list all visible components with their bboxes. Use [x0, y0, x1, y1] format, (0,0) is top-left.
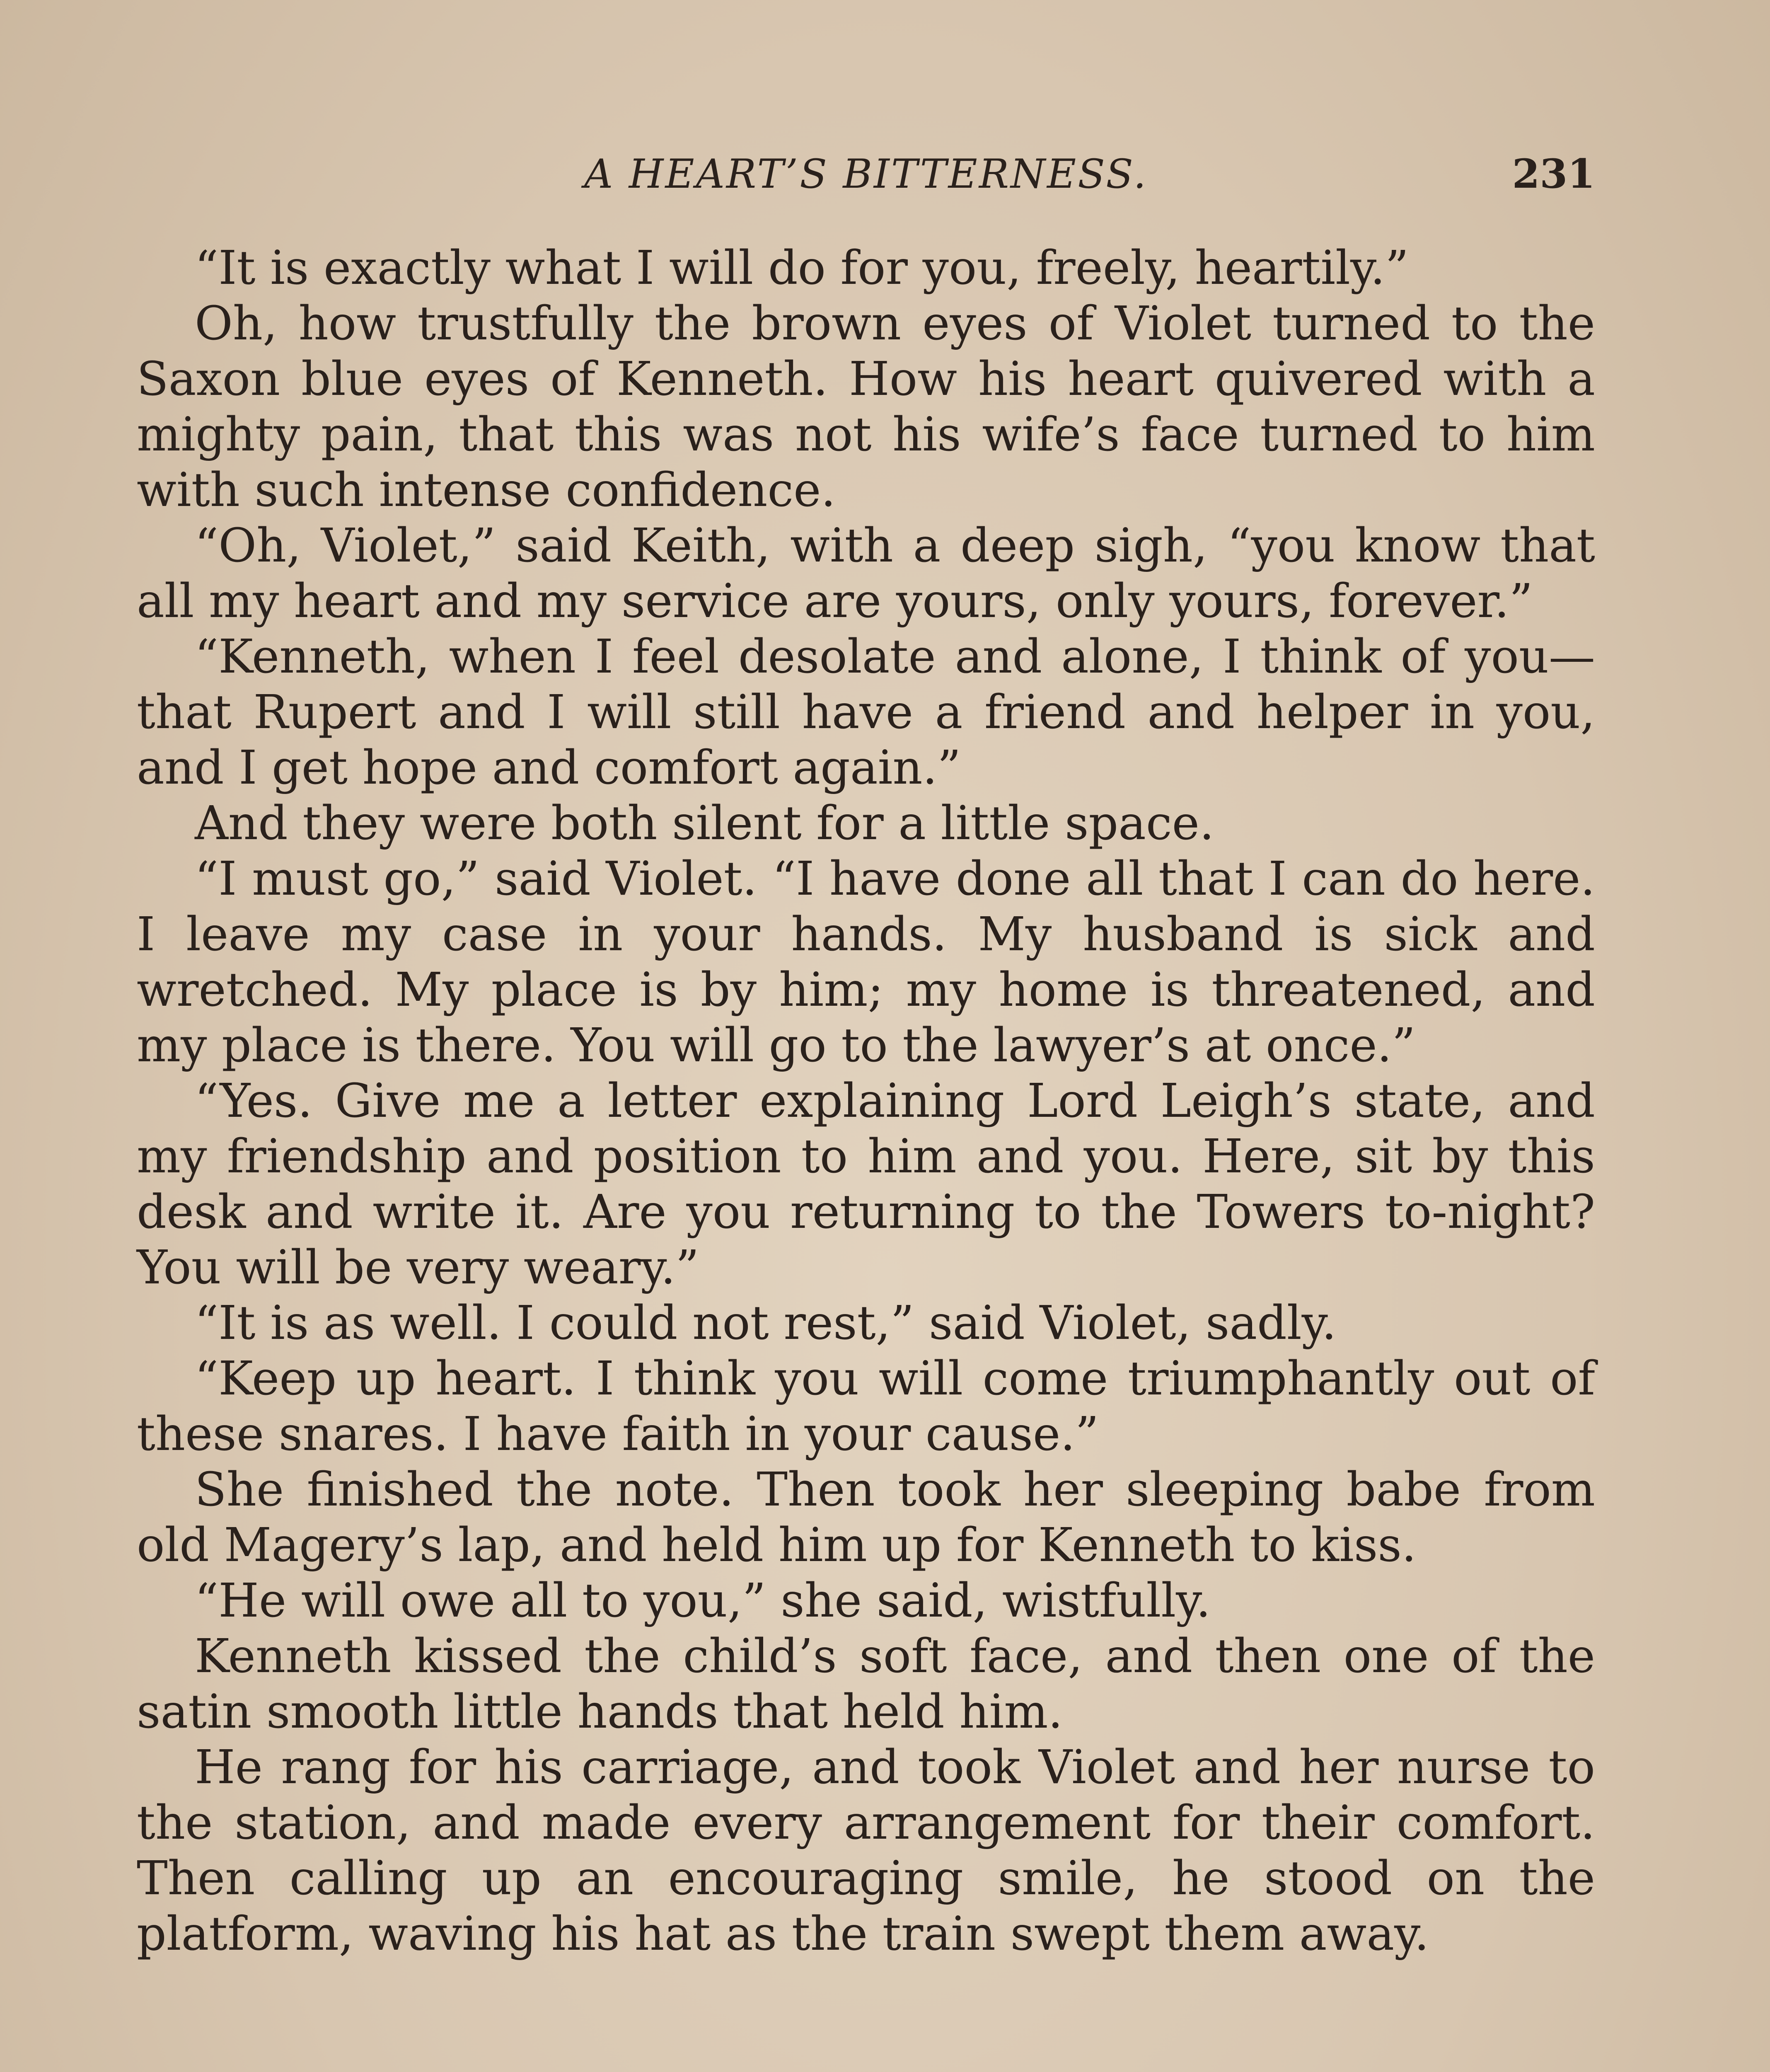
paragraph: She finished the note. Then took her sleeping babe from old Magery’s lap, and held him up for Kenneth to kiss.: [137, 1463, 1595, 1572]
paragraph: “Keep up heart. I think you will come triumphantly out of these snares. I have faith in your cause.”: [137, 1352, 1595, 1461]
paragraph: “I must go,” said Violet. “I have done all that I can do here. I leave my case in your hands. My husband is sick and wretched. My place is by him; my home is threatened, and my place is there. You will go to the lawyer’s at once.”: [137, 852, 1595, 1072]
paragraph: “Oh, Violet,” said Keith, with a deep sigh, “you know that all my heart and my service are yours, only yours, forever.”: [137, 519, 1595, 628]
paragraph: And they were both silent for a little space.: [195, 796, 1214, 850]
body-text: [137, 240, 1595, 1962]
paragraph: Oh, how trustfully the brown eyes of Violet turned to the Saxon blue eyes of Kenneth. How his heart quivered with a mighty pain, that this was not his wife’s face turned to him with such intense confidence.: [137, 297, 1595, 517]
page-number: 231: [1512, 150, 1595, 197]
paragraph: “It is exactly what I will do for you, freely, heartily.”: [195, 241, 1409, 295]
running-title: A HEART’S BITTERNESS.: [584, 151, 1148, 197]
paragraph: He rang for his carriage, and took Violet and her nurse to the station, and made every arrangement for their comfort. Then calling up an encouraging smile, he stood on the platform, waving his hat as the train swept them away.: [137, 1740, 1595, 1961]
paragraph: “Kenneth, when I feel desolate and alone, I think of you—that Rupert and I will still have a friend and helper in you, and I get hope and comfort again.”: [137, 630, 1595, 795]
paragraph: “He will owe all to you,” she said, wistfully.: [195, 1574, 1211, 1628]
running-head: [137, 145, 1595, 203]
paragraph: “Yes. Give me a letter explaining Lord Leigh’s state, and my friendship and position to him and you. Here, sit by this desk and write it. Are you returning to the Towers to-night? You will be very weary.”: [137, 1074, 1595, 1295]
paragraph: Kenneth kissed the child’s soft face, and then one of the satin smooth little hands that held him.: [137, 1629, 1595, 1739]
paragraph: “It is as well. I could not rest,” said Violet, sadly.: [195, 1296, 1337, 1350]
